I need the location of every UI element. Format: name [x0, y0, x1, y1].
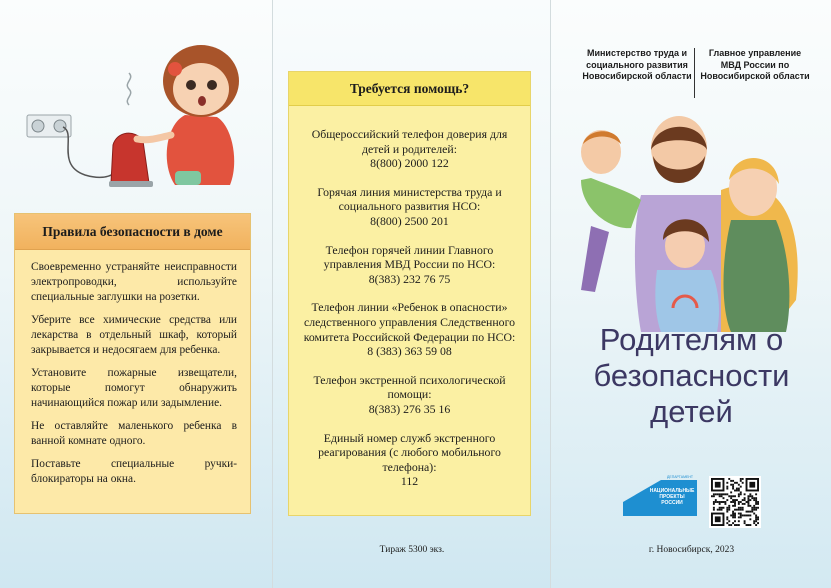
contact-item: [299, 185, 520, 229]
brochure-title: Родителям о безопасности детей: [593, 322, 790, 429]
org-divider: [694, 48, 695, 98]
contact-phone: 8(383) 276 35 16: [368, 401, 451, 416]
girl-with-iron-illustration: [25, 35, 255, 195]
contact-phone: 8(383) 232 76 75: [368, 271, 451, 286]
contact-phone: 8 (383) 363 59 08: [367, 344, 452, 359]
safety-rule: Своевременно устраняйте неисправности электропроводки, используйте специальные заглушки на розетки.: [31, 261, 237, 303]
contact-item: [299, 373, 520, 417]
contact-label: Горячая линия министерства труда и социального развития НСО:: [317, 184, 502, 214]
contact-phone: 112: [400, 474, 419, 489]
home-safety-rules-box: [14, 213, 251, 514]
logo-top-text: ДЕПАРТАМЕНТ: [667, 475, 694, 479]
contact-label: Телефон горячей линии Главного управления МВД России по НСО:: [323, 242, 496, 272]
contact-item: [299, 300, 520, 358]
home-safety-title: Правила безопасности в доме: [15, 214, 250, 250]
safety-rule: Уберите все химические средства или лекарства в отдельный шкаф, который закрывается и недосягаем для ребенка.: [31, 314, 237, 356]
contact-item: [299, 431, 520, 489]
safety-rule: Установите пожарные извещатели, которые помогут обнаружить начинающийся пожар или задымление.: [31, 367, 237, 409]
left-panel: [0, 0, 272, 588]
contact-item: [299, 243, 520, 287]
org-mvd: Главное управление МВД России по Новосибирской области: [700, 48, 810, 81]
help-title: Требуется помощь?: [289, 72, 530, 106]
org-ministry-labor: Министерство труда и социального развития Новосибирской области: [582, 48, 692, 81]
print-run: Тираж 5300 экз.: [379, 545, 445, 555]
contact-phone: 8(800) 2000 122: [370, 156, 449, 171]
city-year: г. Новосибирск, 2023: [648, 545, 735, 555]
contact-item: [299, 127, 520, 171]
home-safety-list: [15, 250, 250, 487]
contact-label: Единый номер служб экстренного реагирования (с любого мобильного телефона):: [318, 430, 501, 474]
boy-shirt: [581, 178, 641, 228]
qr-code-icon: [711, 478, 759, 526]
help-contacts-box: [288, 71, 531, 516]
safety-rule: Не оставляйте маленького ребенка в ванной комнате одного.: [31, 420, 237, 447]
middle-panel: [272, 0, 550, 588]
help-contacts-list: [289, 106, 530, 489]
contact-label: Телефон экстренной психологической помощи:: [313, 372, 506, 402]
logo-text: НАЦИОНАЛЬНЫЕ ПРОЕКТЫ РОССИИ: [649, 488, 695, 506]
contact-label: Общероссийский телефон доверия для детей и родителей:: [311, 127, 508, 156]
qr-code[interactable]: [709, 476, 761, 528]
right-panel: [550, 0, 831, 588]
contact-label: Телефон линии «Ребенок в опасности» следственного управления Следственного комитета Российской Федерации по НСО:: [303, 300, 516, 344]
contact-phone: 8(800) 2500 201: [370, 213, 449, 228]
national-projects-logo: [621, 472, 699, 518]
safety-rule: Поставьте специальные ручки-блокираторы на окна.: [31, 458, 237, 485]
organizations-header: [581, 48, 811, 102]
family-illustration: [571, 100, 826, 332]
mother-dress: [724, 220, 790, 332]
